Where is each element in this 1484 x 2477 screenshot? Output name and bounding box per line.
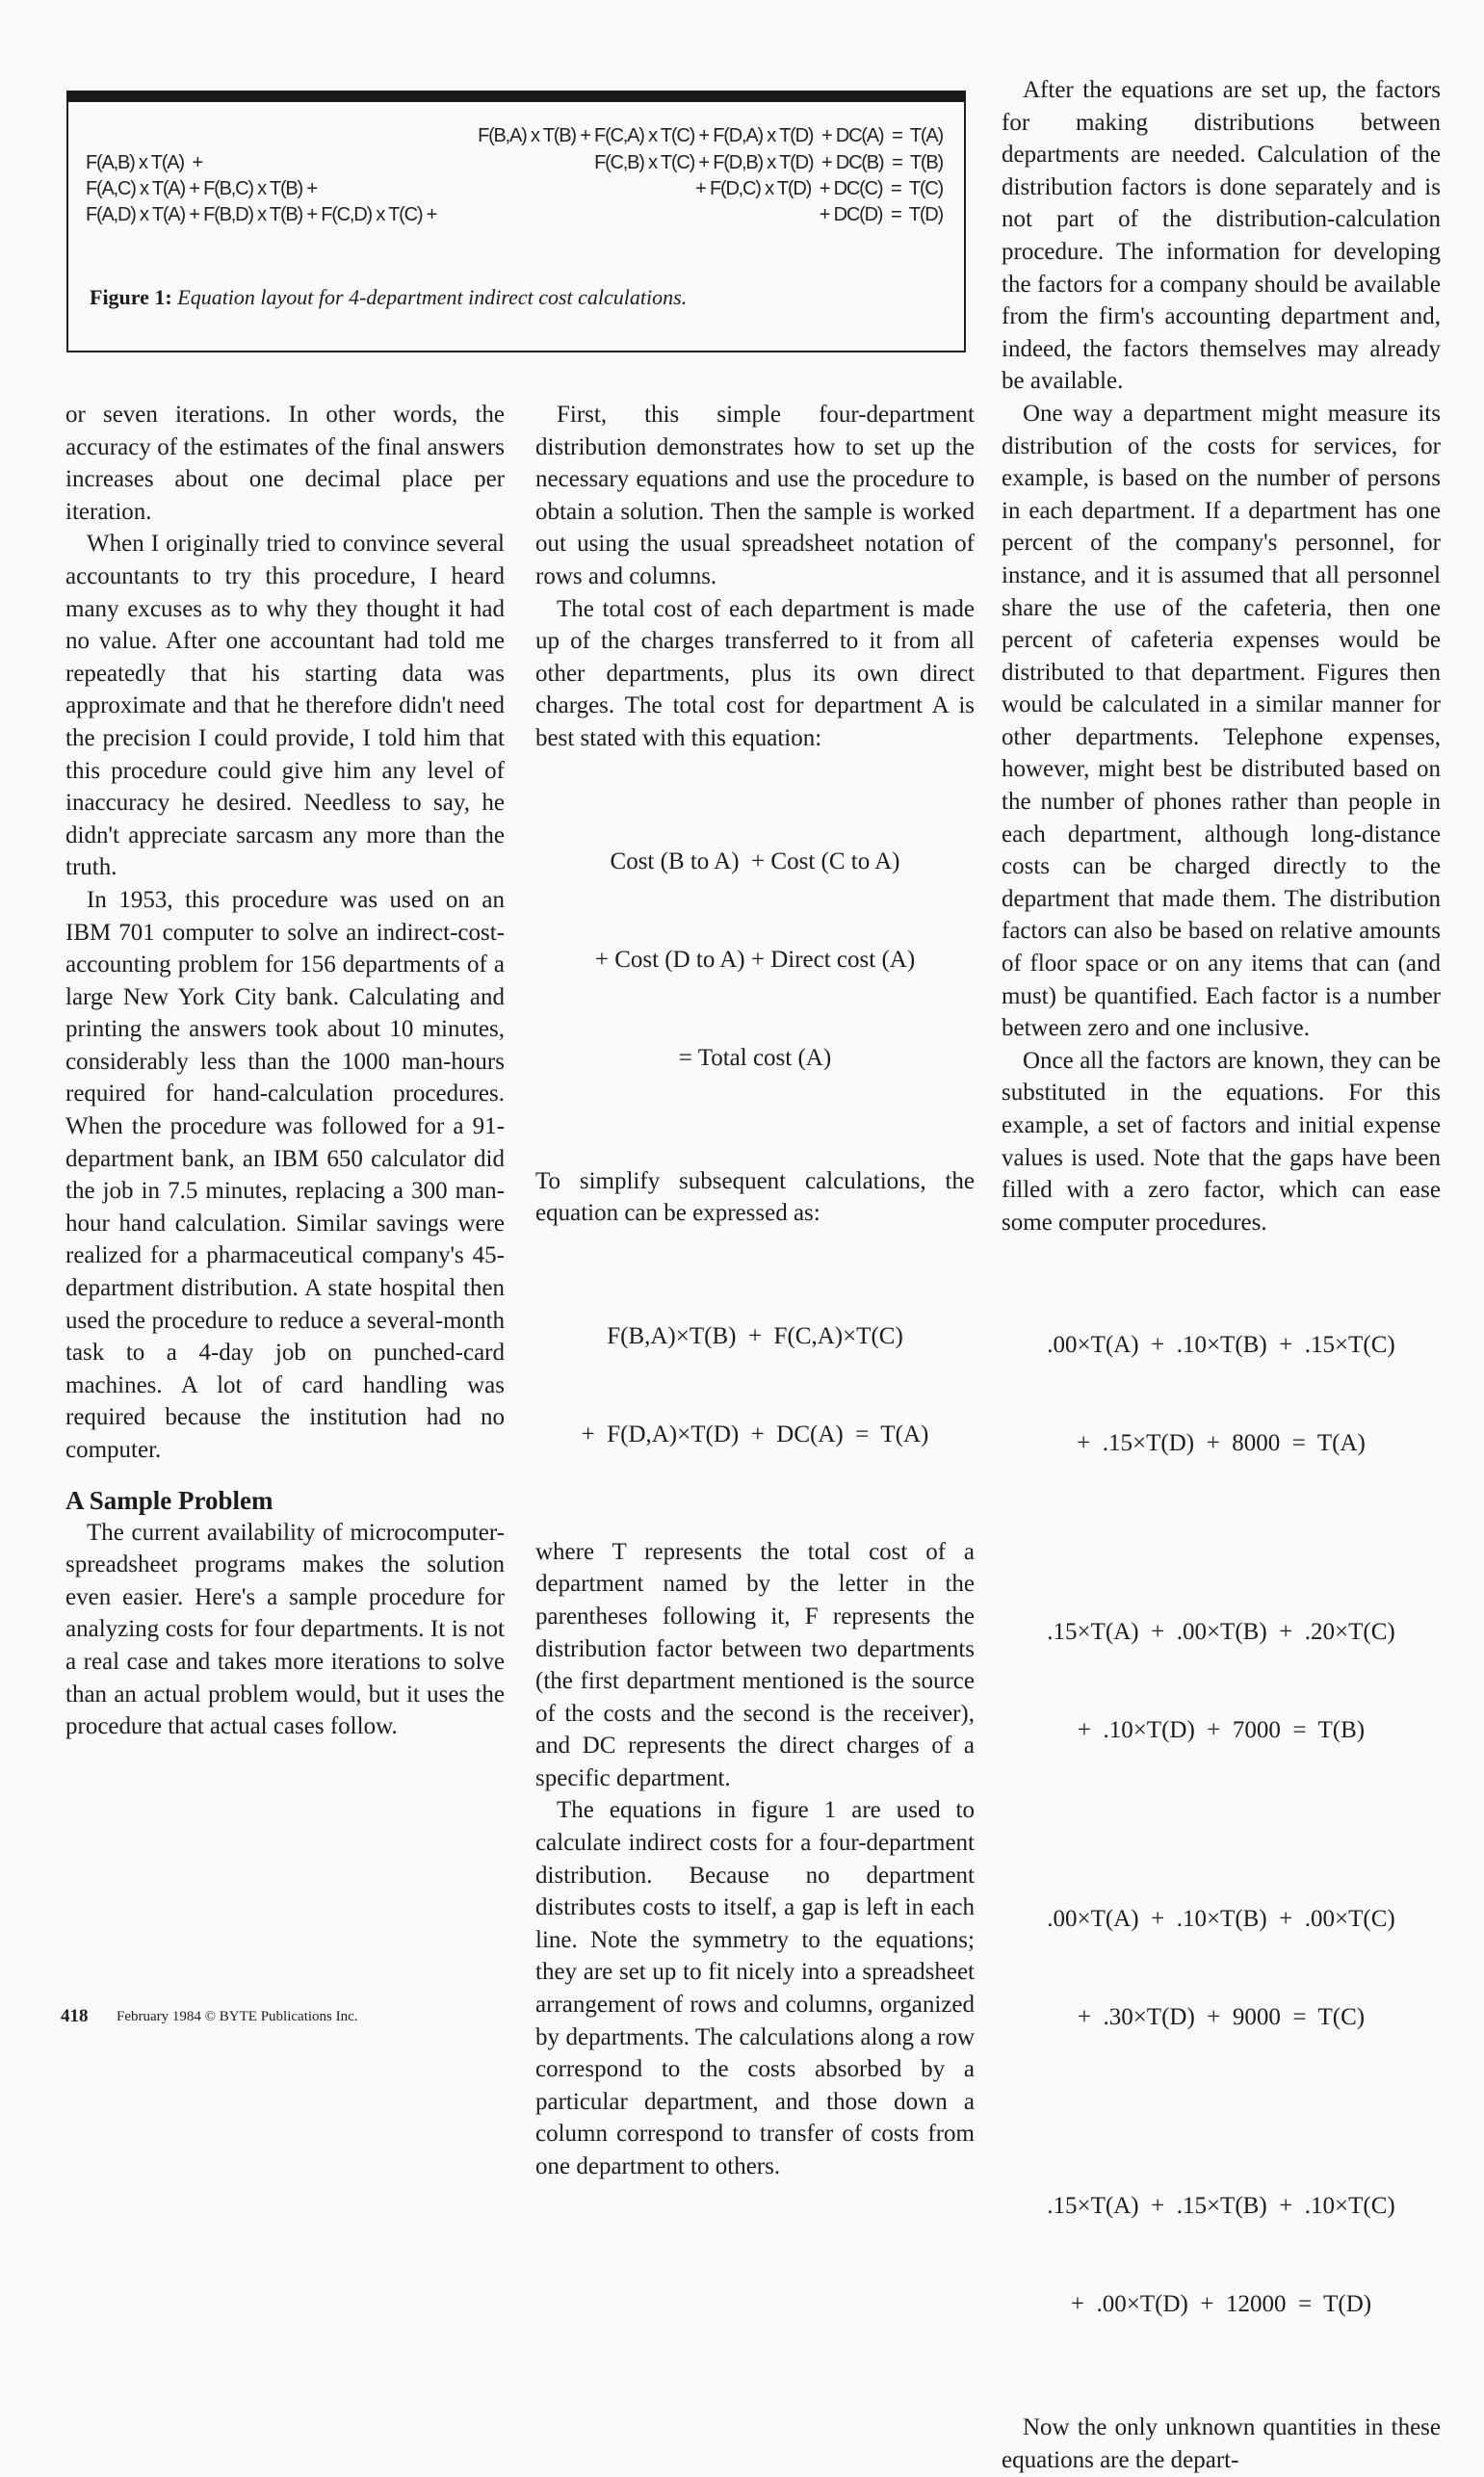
page-number: 418 [61,2006,89,2026]
paragraph: The total cost of each department is made up of the charges transferred to it from all other departments, plus its own direct charges. The total cost for department A is best stated with this equation: [535,595,975,751]
equation-right: F(B,A) x T(B) + F(C,A) x T(C) + F(D,A) x T(D) + DC(A) = T(A) [478,125,943,146]
equation-line: = Total cost (A) [678,1044,832,1071]
equation-line: .15×T(A) + .00×T(B) + .20×T(C) [1047,1619,1395,1646]
department-equation-d [1002,2125,1441,2386]
paragraph: The equations in figure 1 are used to calculate indirect costs for a four-department distribution. Because no department distributes costs to itself, a gap is left in each line. Note the symmetry to the equations; they are set up to fit nicely into a spreadsheet arrangement of rows and columns, organized by departments. The calculations along a row correspond to the costs absorbed by a particular department, and those down a column correspond to transfer of costs from one department to others. [535,1797,975,2179]
department-equation-c [1002,1838,1441,2099]
paragraph: Now the only unknown quantities in these equations are the depart- [1002,2414,1441,2473]
column-2-text-3 [535,1536,975,2183]
column-2 [535,399,975,2183]
equation-left: F(A,D) x T(A) + F(B,D) x T(B) + F(C,D) x T(C) + [86,204,437,225]
paragraph: Once all the factors are known, they can be substituted in the equations. For this example, a set of factors and initial expense values is used. Note that the gaps have been filled with a zero factor, which can ease some computer procedures. [1002,1047,1441,1236]
equation-line: + .30×T(D) + 9000 = T(C) [1077,2004,1366,2031]
paragraph: After the equations are set up, the factors for making distributions between departments are needed. Calculation of the distribution factors is done separately and is not part of the distribution-calculation procedure. The information for developing the factors for a company should be available from the firm's accounting department and, indeed, the factors themselves may already be available. [1002,77,1441,395]
paragraph: First, this simple four-department distribution demonstrates how to set up the necessary equations and use the procedure to obtain a solution. Then the sample is worked out using the usual spreadsheet notation of rows and columns. [535,402,975,589]
paragraph: or seven iterations. In other words, the accuracy of the estimates of the final answers increases about one decimal place per iteration. [65,402,505,525]
section-heading: A Sample Problem [65,1485,273,1515]
department-equation-b [1002,1551,1441,1812]
figure-equation-row [86,204,943,231]
column-1-section-text [65,1517,505,1743]
figure-equation-row [86,125,943,152]
caption-text: Equation layout for 4-department indirect cost calculations. [177,285,688,309]
equation-right: + DC(D) = T(D) [819,204,943,225]
paragraph: The current availability of microcomputer-spreadsheet programs makes the solution even easier. Here's a sample procedure for analyzing costs for four departments. It is not a real case and takes more iterations to solve than an actual problem would, but it uses the procedure that actual cases follow. [65,1519,505,1740]
equation-left: F(A,B) x T(A) + [86,152,202,173]
equation-line: + Cost (D to A) + Direct cost (A) [594,946,916,973]
paragraph: When I originally tried to convince several accountants to try this procedure, I heard many excuses as to why they thought it had no value. After one accountant had told me repeatedly that his starting data was approximate and that he therefore didn't need the precision I could provide, I told him that this procedure could give him any level of inaccuracy he desired. Needless to say, he didn't appreciate sarcasm any more than the truth. [65,531,505,881]
equation-line: + .00×T(D) + 12000 = T(D) [1070,2291,1372,2318]
paragraph: where T represents the total cost of a department named by the letter in the parentheses following it, F represents the distribution factor between two departments (the first department mentioned is the source of the costs and the second is the receiver), and DC represents the direct charges of a specific department. [535,1538,975,1791]
cost-equation [535,780,975,1140]
column-1 [65,399,505,1743]
equation-line: + .15×T(D) + 8000 = T(A) [1077,1430,1366,1457]
equation-line: + .10×T(D) + 7000 = T(B) [1077,1717,1366,1744]
equation-line: + F(D,A)×T(D) + DC(A) = T(A) [581,1421,929,1447]
figure-equation-row [86,152,943,179]
footer-text: February 1984 © BYTE Publications Inc. [117,2009,358,2024]
equation-line: .00×T(A) + .10×T(B) + .15×T(C) [1047,1332,1395,1359]
column-3 [1002,74,1441,2477]
column-1-text [65,399,505,1467]
equation-line: Cost (B to A) + Cost (C to A) [610,847,900,874]
paragraph: In 1953, this procedure was used on an IBM 701 computer to solve an indirect-cost-accounting problem for 156 departments of a large New York City bank. Calculating and printing the answers took about 10 minutes, considerably less than the 1000 man-hours required for hand-calculation procedures. When the procedure was followed for a 91-department bank, an IBM 650 calculator did the job in 7.5 minutes, replacing a 300 man-hour hand calculation. Similar savings were realized for a pharmaceutical company's 45-department distribution. A state hospital then used the procedure to reduce a several-month task to a 4-day job on punched-card machines. A lot of card handling was required because the institution had no computer. [65,886,505,1463]
figure-1 [66,91,966,352]
equation-left: F(A,C) x T(A) + F(B,C) x T(B) + [86,178,317,199]
department-equation-a [1002,1264,1441,1525]
figure-caption [90,285,687,310]
column-2-text-2 [535,1165,975,1230]
equation-line: .15×T(A) + .15×T(B) + .10×T(C) [1047,2193,1395,2220]
equation-line: F(B,A)×T(B) + F(C,A)×T(C) [607,1322,903,1349]
factor-equation [535,1255,975,1517]
column-3-text-2 [1002,2412,1441,2476]
equation-right: F(C,B) x T(C) + F(D,B) x T(D) + DC(B) = T(B) [594,152,943,173]
paragraph: One way a department might measure its distribution of the costs for services, for example, is based on the number of persons in each department. If a department has one percent of the company's personnel, for instance, and it is assumed that all personnel share the use of the cafeteria, then one percent of cafeteria expenses would be distributed to that department. Figures then would be calculated in a similar manner for other departments. Telephone expenses, however, might best be distributed based on the number of phones rather than people in each department, although long-distance costs can be charged directly to the department that made them. The distribution factors can also be based on relative amounts of floor space or on any items that can (and must) be quantified. Each factor is a number between zero and one inclusive. [1002,400,1441,1042]
figure-equation-row [86,178,943,205]
column-2-text [535,399,975,755]
paragraph: To simplify subsequent calculations, the equation can be expressed as: [535,1167,975,1227]
equation-right: + F(D,C) x T(D) + DC(C) = T(C) [695,178,943,199]
equation-line: .00×T(A) + .10×T(B) + .00×T(C) [1047,1906,1395,1933]
caption-label: Figure 1: [90,285,172,309]
column-3-text [1002,74,1441,1238]
